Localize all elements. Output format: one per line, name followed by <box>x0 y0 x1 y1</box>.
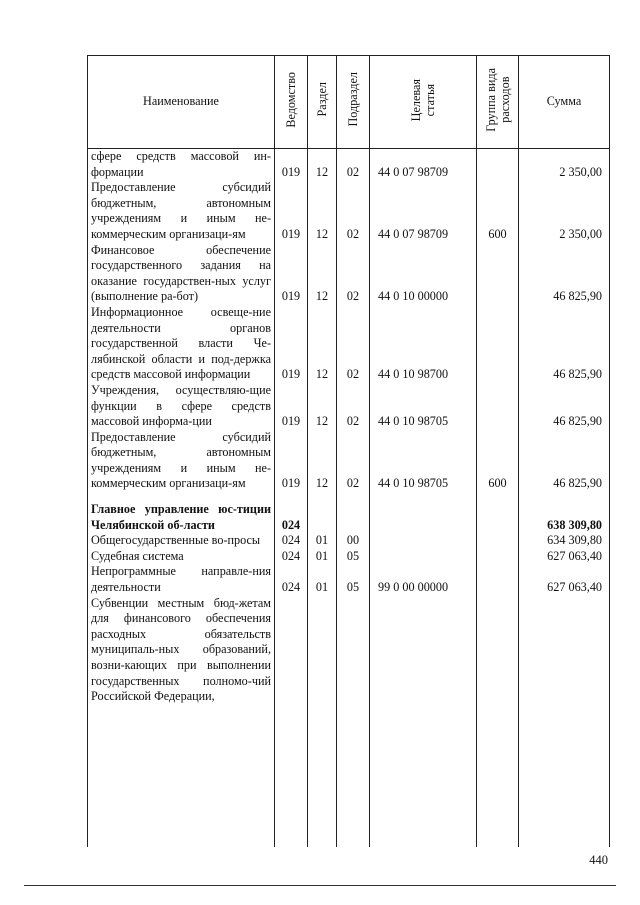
cell-gruppa <box>477 564 519 595</box>
cell-podrazdel: 02 <box>337 383 370 430</box>
cell-tselevaya: 44 0 07 98709 <box>370 180 477 242</box>
cell-gruppa: 600 <box>477 180 519 242</box>
cell-vedomstvo <box>275 596 308 847</box>
cell-name: Главное управление юс-тиции Челябинской об-ласти <box>88 492 275 533</box>
cell-summa: 2 350,00 <box>519 149 610 181</box>
cell-gruppa <box>477 305 519 383</box>
header-summa: Сумма <box>519 56 610 149</box>
cell-name: сфере средств массовой ин-формации <box>88 149 275 181</box>
header-name: Наименование <box>88 56 275 149</box>
cell-razdel: 01 <box>308 564 337 595</box>
table-row <box>88 564 610 595</box>
cell-name: Судебная система <box>88 549 275 565</box>
cell-gruppa <box>477 383 519 430</box>
cell-summa: 46 825,90 <box>519 383 610 430</box>
cell-tselevaya: 44 0 07 98709 <box>370 149 477 181</box>
header-vedomstvo: Ведомство <box>275 56 308 149</box>
table-row <box>88 149 610 181</box>
cell-razdel <box>308 492 337 533</box>
cell-vedomstvo: 019 <box>275 383 308 430</box>
cell-razdel: 12 <box>308 383 337 430</box>
header-tselevaya: Целевая статья <box>370 56 477 149</box>
cell-podrazdel: 02 <box>337 305 370 383</box>
cell-podrazdel <box>337 596 370 847</box>
cell-vedomstvo: 019 <box>275 243 308 305</box>
cell-tselevaya: 44 0 10 00000 <box>370 243 477 305</box>
cell-gruppa <box>477 596 519 847</box>
cell-razdel: 12 <box>308 243 337 305</box>
cell-summa: 638 309,80 <box>519 492 610 533</box>
cell-razdel <box>308 596 337 847</box>
cell-razdel: 12 <box>308 430 337 492</box>
cell-summa: 46 825,90 <box>519 305 610 383</box>
cell-razdel: 12 <box>308 149 337 181</box>
cell-podrazdel: 05 <box>337 564 370 595</box>
header-gruppa: Группа вида расходов <box>477 56 519 149</box>
budget-table <box>87 55 610 847</box>
table-row <box>88 180 610 242</box>
table-row <box>88 596 610 847</box>
cell-tselevaya <box>370 492 477 533</box>
cell-gruppa: 600 <box>477 430 519 492</box>
cell-summa: 627 063,40 <box>519 549 610 565</box>
cell-razdel: 01 <box>308 549 337 565</box>
cell-podrazdel <box>337 492 370 533</box>
cell-name: Субвенции местным бюд-жетам для финансового обеспечения расходных обязательств муниципаль-ных образований, возни-кающих при выполнении государственных полномо-чий Российской Федерации, <box>88 596 275 847</box>
cell-gruppa <box>477 533 519 549</box>
cell-vedomstvo: 019 <box>275 149 308 181</box>
footer-rule <box>24 885 616 886</box>
cell-podrazdel: 02 <box>337 430 370 492</box>
cell-podrazdel: 02 <box>337 180 370 242</box>
cell-podrazdel: 00 <box>337 533 370 549</box>
cell-name: Общегосударственные во-просы <box>88 533 275 549</box>
cell-gruppa <box>477 243 519 305</box>
cell-vedomstvo: 019 <box>275 180 308 242</box>
header-podrazdel: Подраздел <box>337 56 370 149</box>
cell-razdel: 12 <box>308 305 337 383</box>
cell-name: Предоставление субсидий бюджетным, автономным учреждениям и иным не-коммерческим организаци-ям <box>88 180 275 242</box>
header-razdel: Раздел <box>308 56 337 149</box>
table-row <box>88 305 610 383</box>
cell-vedomstvo: 024 <box>275 549 308 565</box>
cell-vedomstvo: 024 <box>275 533 308 549</box>
cell-razdel: 12 <box>308 180 337 242</box>
cell-summa: 627 063,40 <box>519 564 610 595</box>
cell-tselevaya <box>370 533 477 549</box>
cell-tselevaya <box>370 596 477 847</box>
cell-podrazdel: 05 <box>337 549 370 565</box>
cell-podrazdel: 02 <box>337 243 370 305</box>
cell-vedomstvo: 024 <box>275 492 308 533</box>
cell-name: Учреждения, осуществляю-щие функции в сфере средств массовой информа-ции <box>88 383 275 430</box>
cell-vedomstvo: 019 <box>275 430 308 492</box>
cell-tselevaya: 44 0 10 98705 <box>370 430 477 492</box>
cell-summa <box>519 596 610 847</box>
cell-name: Непрограммные направле-ния деятельности <box>88 564 275 595</box>
table-row <box>88 383 610 430</box>
cell-vedomstvo: 024 <box>275 564 308 595</box>
table-row <box>88 430 610 492</box>
cell-name: Финансовое обеспечение государственного задания на оказание государствен-ных услуг (выполнение ра-бот) <box>88 243 275 305</box>
table-row <box>88 533 610 549</box>
table-body <box>88 149 610 848</box>
cell-name: Информационное освеще-ние деятельности органов государственной власти Че-лябинской области и под-держка средств массовой информации <box>88 305 275 383</box>
table-row <box>88 243 610 305</box>
cell-name: Предоставление субсидий бюджетным, автономным учреждениям и иным не-коммерческим организаци-ям <box>88 430 275 492</box>
table-row <box>88 492 610 533</box>
cell-summa: 2 350,00 <box>519 180 610 242</box>
cell-tselevaya: 44 0 10 98705 <box>370 383 477 430</box>
cell-gruppa <box>477 492 519 533</box>
cell-tselevaya: 99 0 00 00000 <box>370 564 477 595</box>
cell-summa: 46 825,90 <box>519 430 610 492</box>
cell-vedomstvo: 019 <box>275 305 308 383</box>
page-number: 440 <box>589 853 608 867</box>
table-header-row <box>88 56 610 149</box>
cell-summa: 634 309,80 <box>519 533 610 549</box>
cell-gruppa <box>477 149 519 181</box>
cell-summa: 46 825,90 <box>519 243 610 305</box>
cell-podrazdel: 02 <box>337 149 370 181</box>
cell-tselevaya: 44 0 10 98700 <box>370 305 477 383</box>
cell-tselevaya <box>370 549 477 565</box>
cell-razdel: 01 <box>308 533 337 549</box>
table-row <box>88 549 610 565</box>
cell-gruppa <box>477 549 519 565</box>
